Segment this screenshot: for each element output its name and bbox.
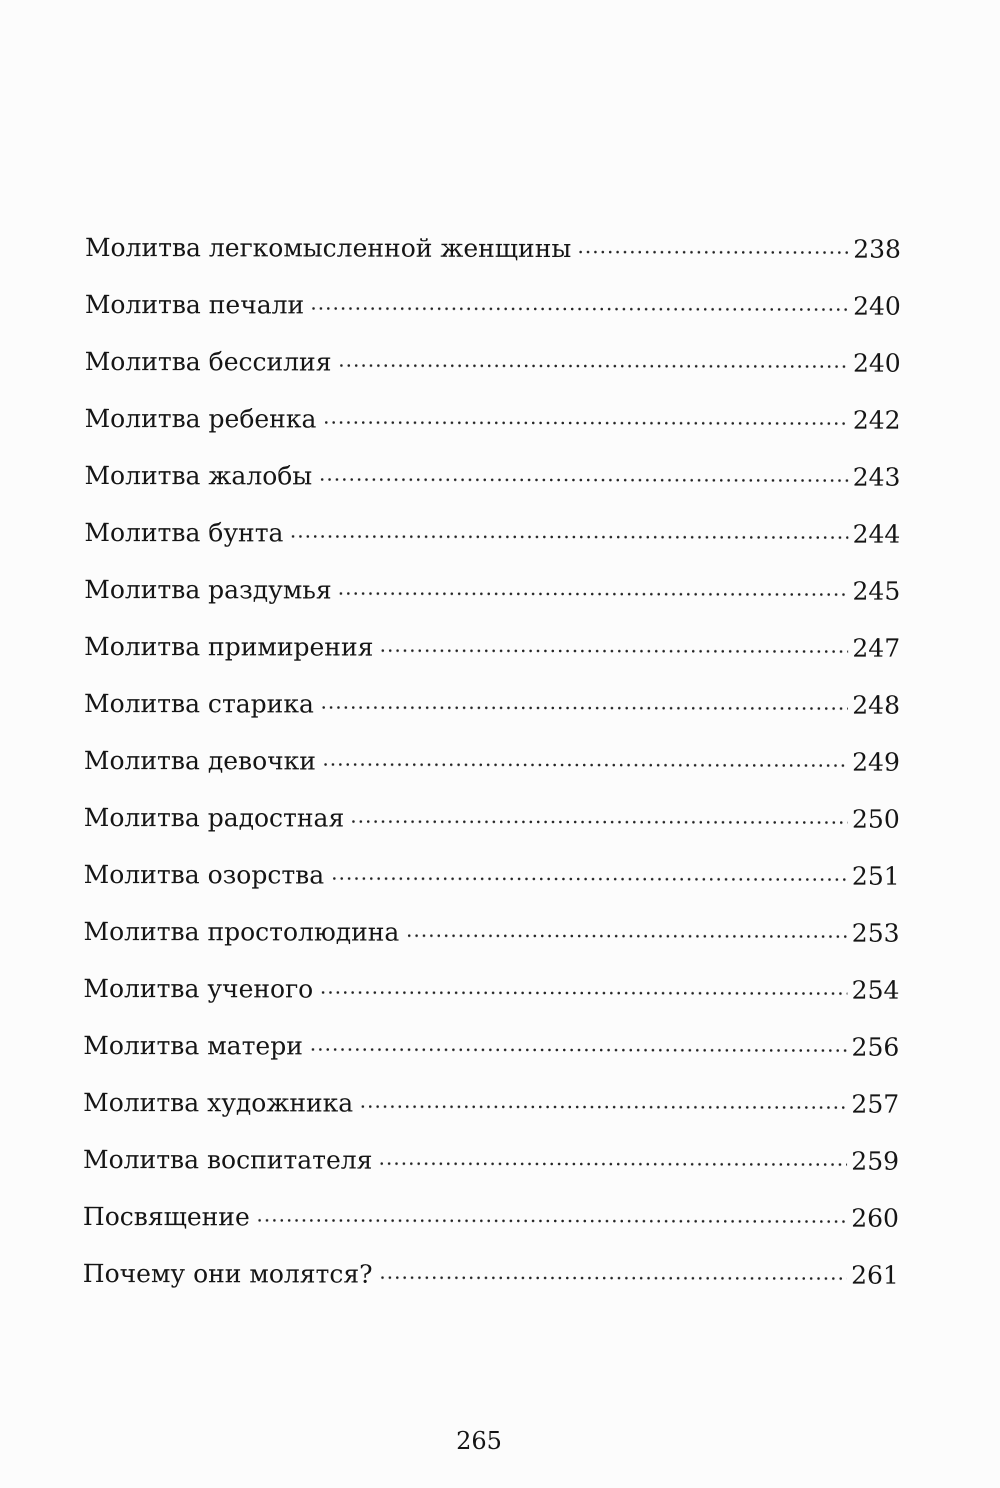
toc-entry: [84, 684, 900, 743]
dot-leader: [359, 1105, 847, 1110]
toc-entry-title: Молитва старика: [83, 688, 314, 719]
toc-entry-page: 251: [851, 861, 900, 891]
toc-entry-title: Молитва художника: [83, 1087, 354, 1118]
toc-entry-title: Молитва простолюдина: [83, 916, 400, 947]
toc-entry-page: 243: [852, 462, 901, 492]
toc-entry-title: Молитва раздумья: [84, 574, 332, 605]
toc-entry: [83, 969, 899, 1028]
toc-entry-title: Посвящение: [82, 1201, 250, 1232]
toc-entry-page: 260: [851, 1203, 899, 1233]
dot-leader: [350, 820, 848, 825]
toc-entry-title: Молитва печали: [84, 289, 305, 320]
toc-entry-title: Молитва ребенка: [84, 403, 317, 434]
table-of-contents: [83, 228, 901, 1313]
toc-entry-page: 248: [852, 690, 901, 720]
dot-leader: [256, 1218, 847, 1223]
page-number: 265: [456, 1427, 502, 1455]
toc-entry: [84, 798, 900, 857]
dot-leader: [379, 1276, 848, 1281]
toc-entry: [83, 1083, 899, 1142]
toc-entry: [84, 627, 900, 686]
toc-entry-page: 254: [851, 975, 900, 1005]
toc-entry-page: 247: [852, 633, 901, 663]
dot-leader: [577, 250, 849, 255]
toc-entry-page: 249: [852, 747, 900, 777]
dot-leader: [318, 477, 849, 482]
toc-entry-title: Молитва озорства: [83, 859, 325, 890]
toc-entry-title: Молитва легкомысленной женщины: [84, 232, 572, 264]
toc-entry-page: 261: [851, 1260, 899, 1290]
toc-entry: [84, 741, 900, 800]
dot-leader: [320, 705, 848, 710]
dot-leader: [378, 1162, 847, 1167]
toc-entry-title: Молитва матери: [83, 1030, 303, 1061]
dot-leader: [322, 420, 848, 425]
toc-entry-page: 259: [851, 1146, 900, 1176]
toc-entry: [83, 1254, 899, 1313]
dot-leader: [309, 1047, 848, 1052]
toc-entry-title: Молитва жалобы: [84, 460, 313, 491]
toc-entry-title: Почему они молятся?: [82, 1258, 373, 1289]
dot-leader: [379, 649, 848, 654]
toc-entry: [85, 285, 901, 344]
toc-entry: [83, 1140, 899, 1199]
toc-entry: [84, 456, 900, 515]
toc-entry-title: Молитва бессилия: [84, 346, 332, 377]
toc-entry: [83, 1197, 899, 1256]
dot-leader: [337, 364, 849, 369]
toc-entry: [84, 513, 900, 572]
toc-entry-title: Молитва ученого: [83, 973, 314, 1004]
dot-leader: [322, 762, 848, 767]
toc-entry: [85, 399, 901, 458]
toc-entry-page: 242: [852, 405, 901, 435]
dot-leader: [310, 306, 849, 311]
toc-entry-page: 257: [851, 1089, 900, 1119]
dot-leader: [405, 934, 847, 939]
toc-entry-page: 250: [852, 804, 900, 834]
toc-entry-page: 245: [852, 576, 901, 606]
toc-entry-page: 244: [852, 519, 901, 549]
dot-leader: [338, 592, 849, 597]
toc-entry-title: Молитва девочки: [83, 745, 317, 776]
toc-entry: [84, 855, 900, 914]
toc-entry: [83, 1026, 899, 1085]
toc-entry: [83, 912, 899, 971]
dot-leader: [330, 877, 848, 882]
toc-entry-title: Молитва воспитателя: [83, 1144, 373, 1175]
toc-entry: [85, 342, 901, 401]
toc-entry-page: 240: [853, 291, 901, 321]
toc-entry: [84, 570, 900, 629]
toc-entry-title: Молитва бунта: [84, 517, 284, 548]
dot-leader: [289, 534, 848, 539]
toc-entry-title: Молитва радостная: [83, 802, 345, 833]
toc-entry-page: 256: [851, 1032, 900, 1062]
toc-entry-page: 253: [851, 918, 900, 948]
toc-entry: [85, 228, 901, 287]
toc-entry-page: 238: [853, 234, 901, 264]
toc-entry-page: 240: [852, 348, 901, 378]
toc-entry-title: Молитва примирения: [84, 631, 374, 662]
dot-leader: [319, 990, 847, 995]
